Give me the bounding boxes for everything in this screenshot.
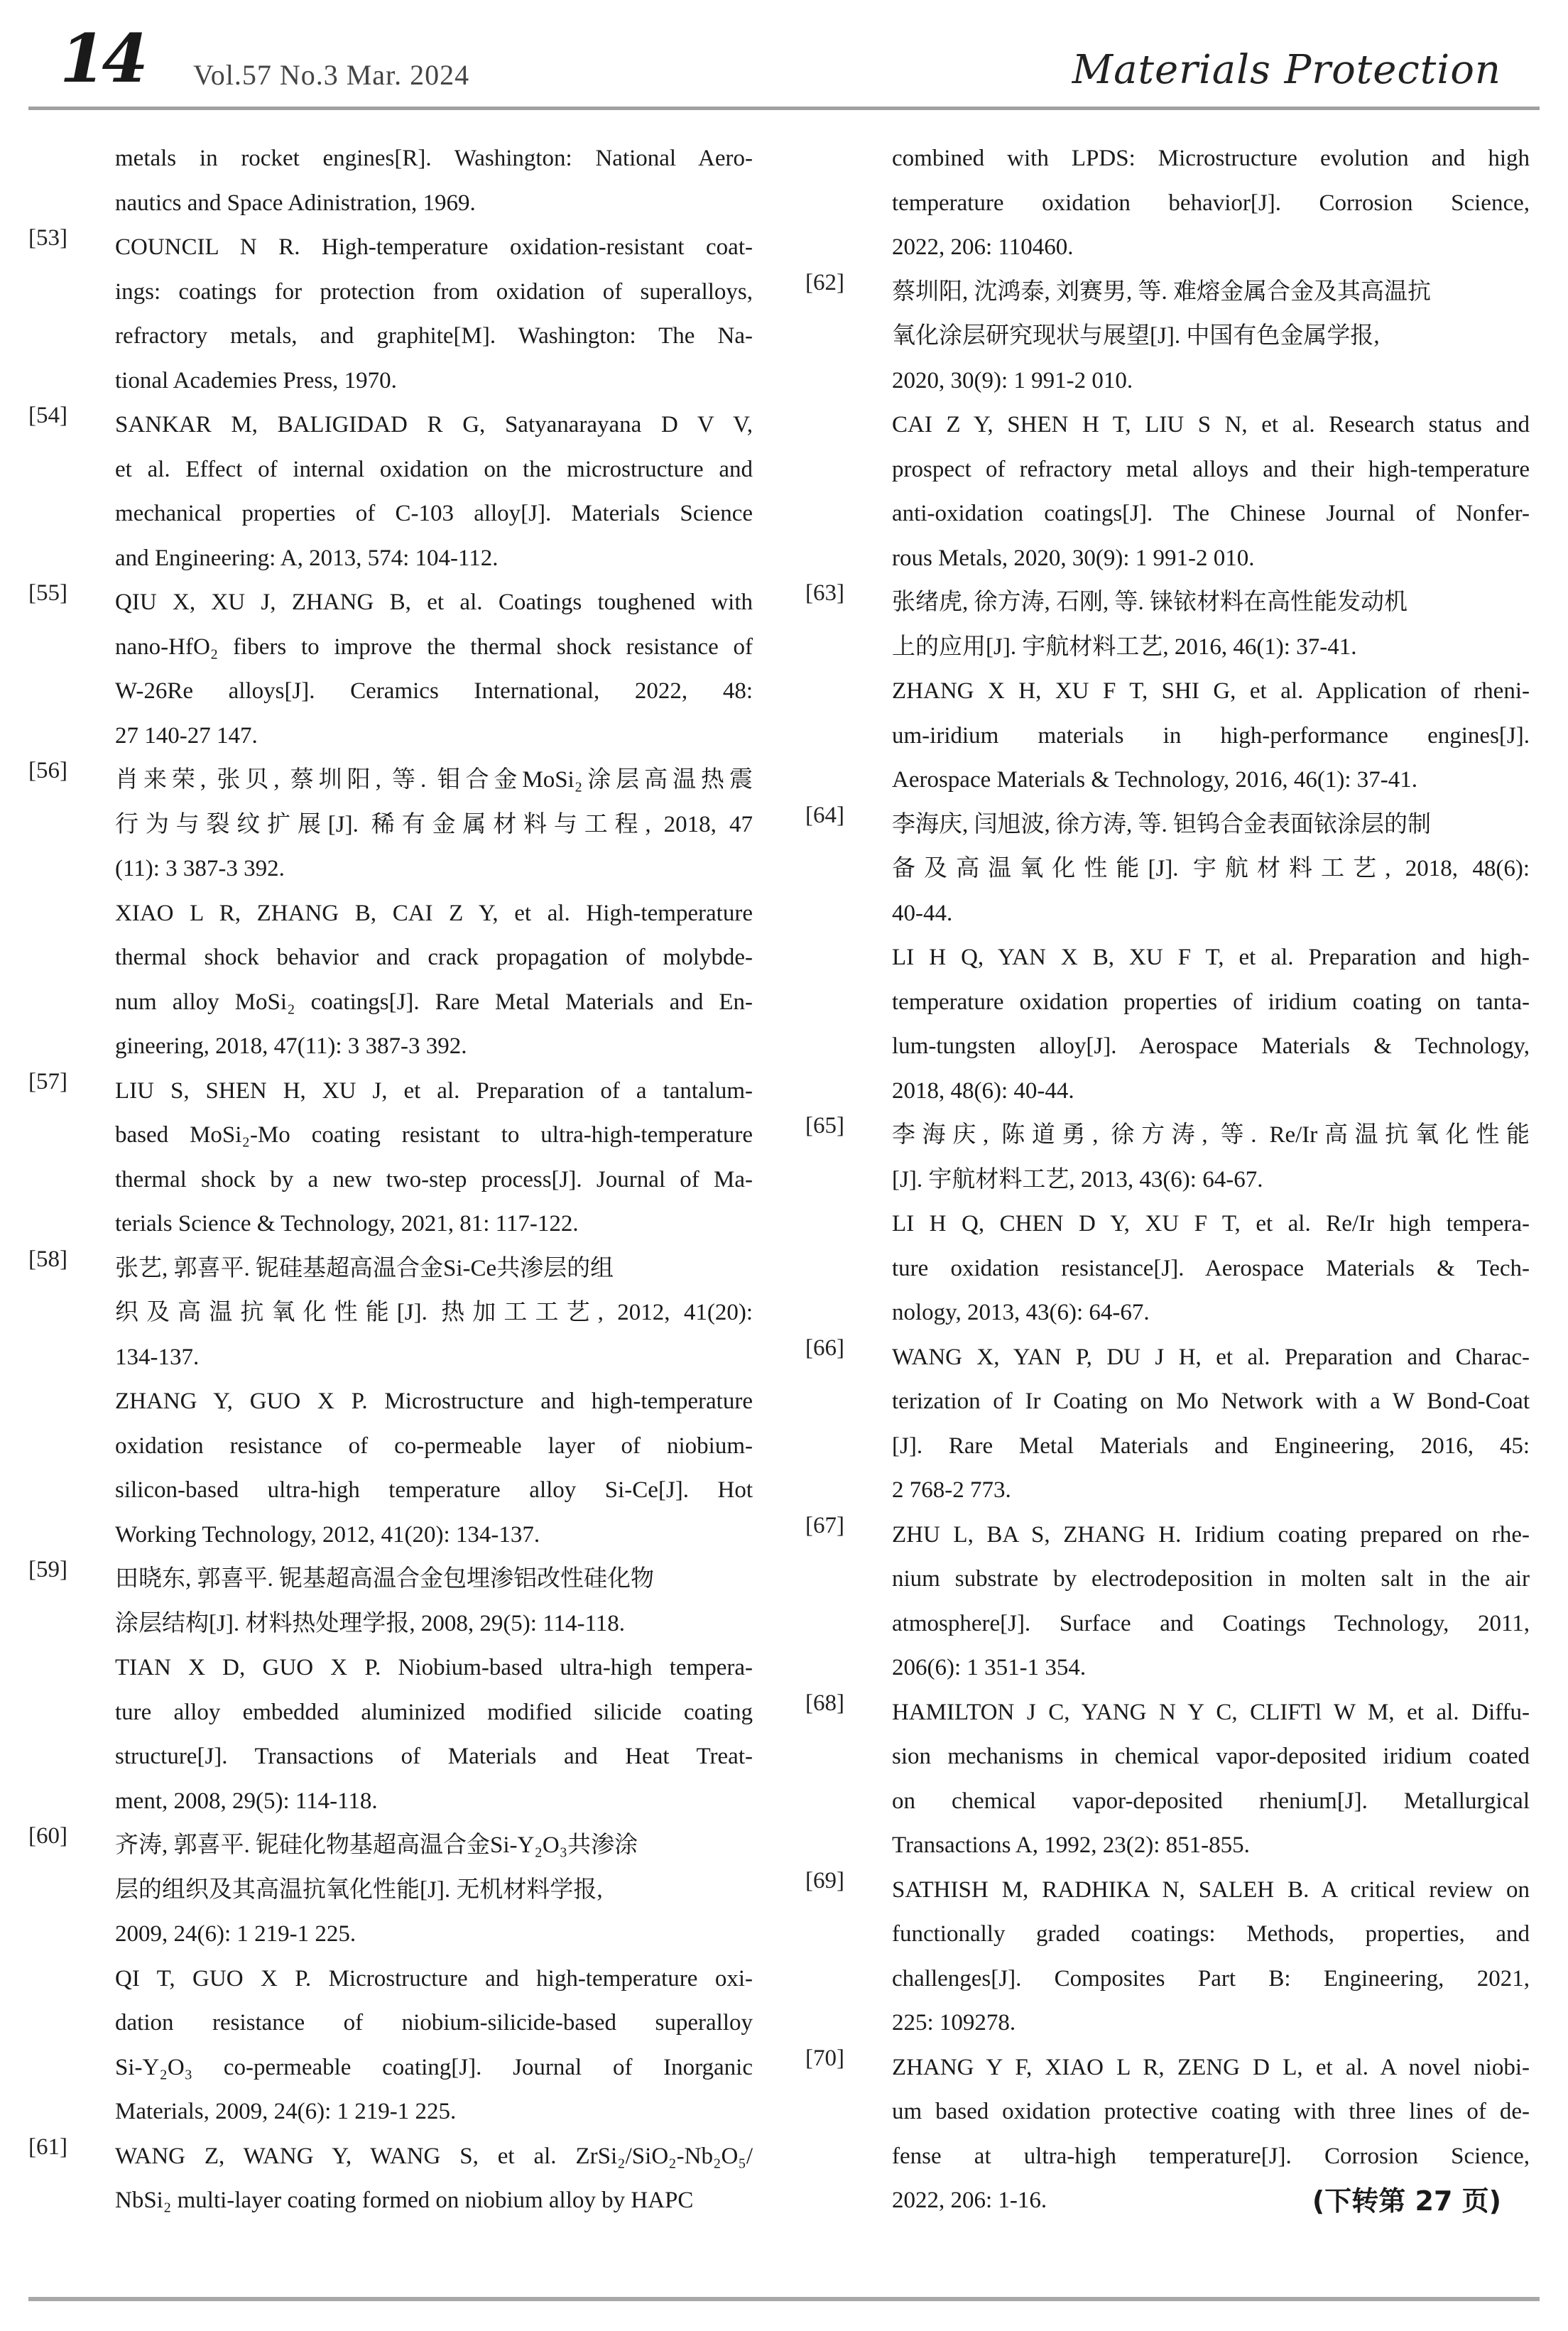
reference-number: [53]	[28, 225, 67, 251]
reference-number: [64]	[805, 802, 844, 828]
reference-line: 40-44.	[892, 900, 953, 926]
reference-line: 行为与裂纹扩展[J]. 稀有金属材料与工程, 2018, 47	[115, 811, 753, 837]
reference-line: fense at ultra-high temperature[J]. Corrosion Science,	[892, 2143, 1530, 2169]
reference-line: temperature oxidation behavior[J]. Corrosion Science,	[892, 190, 1530, 216]
reference-line: anti-oxidation coatings[J]. The Chinese Journal of Nonfer-	[892, 501, 1530, 526]
reference-line: nautics and Space Adinistration, 1969.	[115, 190, 476, 216]
reference-line: silicon-based ultra-high temperature alloy Si-Ce[J]. Hot	[115, 1477, 753, 1503]
reference-line: LI H Q, YAN X B, XU F T, et al. Preparation and high-	[892, 945, 1530, 970]
reference-line: prospect of refractory metal alloys and their high-temperature	[892, 456, 1530, 482]
reference-entry	[28, 758, 753, 1069]
reference-line: 2018, 48(6): 40-44.	[892, 1077, 1074, 1104]
reference-line: rous Metals, 2020, 30(9): 1 991-2 010.	[892, 545, 1255, 571]
reference-line: 2 768-2 773.	[892, 1477, 1011, 1503]
reference-line: 织及高温抗氧化性能[J]. 热加工工艺, 2012, 41(20):	[115, 1300, 753, 1325]
reference-number: [57]	[28, 1068, 67, 1094]
reference-entry	[28, 1246, 753, 1558]
reference-line: Si-Y₂O₃ co-permeable coating[J]. Journal of Inorganic	[115, 2054, 753, 2080]
reference-line: mechanical properties of C-103 alloy[J]. Materials Science	[115, 501, 753, 526]
reference-entry	[805, 580, 1530, 803]
reference-line: ment, 2008, 29(5): 114-118.	[115, 1788, 378, 1814]
reference-line: 2009, 24(6): 1 219-1 225.	[115, 1921, 356, 1947]
footer-rule	[28, 2297, 1540, 2301]
reference-line: functionally graded coatings: Methods, properties, and	[892, 1921, 1530, 1947]
reference-line: 张绪虎, 徐方涛, 石刚, 等. 铼铱材料在高性能发动机	[892, 589, 1408, 615]
reference-entry	[805, 1113, 1530, 1335]
reference-number: [54]	[28, 403, 67, 428]
reference-line: ings: coatings for protection from oxidation of superalloys,	[115, 278, 753, 305]
continuation-note: (下转第 27 页)	[1312, 2185, 1501, 2217]
reference-line: [J]. Rare Metal Materials and Engineering, 2016, 45:	[892, 1433, 1530, 1459]
header-rule	[28, 107, 1540, 110]
reference-line: 张艺, 郭喜平. 铌硅基超高温合金Si-Ce共渗层的组	[115, 1255, 614, 1281]
reference-number: [56]	[28, 758, 67, 783]
reference-line: ZHANG Y, GUO X P. Microstructure and high-temperature	[115, 1389, 753, 1414]
reference-line: thermal shock by a new two-step process[J]. Journal of Ma-	[115, 1166, 753, 1192]
page-number: 14	[60, 20, 144, 98]
reference-entry	[28, 580, 753, 758]
reference-entry	[28, 403, 753, 580]
reference-entry	[805, 1868, 1530, 2045]
reference-line: 上的应用[J]. 宇航材料工艺, 2016, 46(1): 37-41.	[892, 634, 1357, 660]
volume-info: Vol.57 No.3 Mar. 2024	[193, 59, 470, 91]
reference-line: structure[J]. Transactions of Materials and Heat Treat-	[115, 1744, 753, 1769]
reference-line: terization of Ir Coating on Mo Network with a W Bond-Coat	[892, 1389, 1530, 1414]
reference-line: metals in rocket engines[R]. Washington: National Aero-	[115, 146, 753, 171]
reference-line: 氧化涂层研究现状与展望[J]. 中国有色金属学报,	[892, 323, 1380, 349]
reference-line: et al. Effect of internal oxidation on the microstructure and	[115, 456, 753, 482]
reference-line: nology, 2013, 43(6): 64-67.	[892, 1300, 1150, 1325]
reference-line: atmosphere[J]. Surface and Coatings Technology, 2011,	[892, 1610, 1530, 1636]
reference-line: 肖来荣, 张贝, 蔡圳阳, 等. 钼合金MoSi₂涂层高温热震	[115, 767, 753, 793]
reference-line: Working Technology, 2012, 41(20): 134-137.	[115, 1521, 540, 1548]
reference-line: um-iridium materials in high-performance engines[J].	[892, 722, 1530, 749]
reference-line: W-26Re alloys[J]. Ceramics International, 2022, 48:	[115, 678, 753, 704]
reference-line: ture alloy embedded aluminized modified silicide coating	[115, 1699, 753, 1725]
reference-line: sion mechanisms in chemical vapor-deposited iridium coated	[892, 1744, 1530, 1769]
journal-name: Materials Protection	[1072, 47, 1501, 93]
reference-line: um based oxidation protective coating with three lines of de-	[892, 2099, 1530, 2124]
reference-number: [58]	[28, 1246, 67, 1272]
reference-line: combined with LPDS: Microstructure evolution and high	[892, 146, 1530, 171]
reference-line: WANG X, YAN P, DU J H, et al. Preparation and Charac-	[892, 1344, 1530, 1370]
reference-line: challenges[J]. Composites Part B: Engineering, 2021,	[892, 1965, 1530, 1992]
reference-entry	[28, 2134, 753, 2223]
right-reference-column	[805, 136, 1530, 2223]
reference-number: [65]	[805, 1113, 844, 1139]
reference-line: ZHANG X H, XU F T, SHI G, et al. Application of rheni-	[892, 678, 1530, 704]
reference-number: [61]	[28, 2134, 67, 2160]
reference-line: lum-tungsten alloy[J]. Aerospace Materials & Technology,	[892, 1033, 1530, 1059]
reference-line: ZHANG Y F, XIAO L R, ZENG D L, et al. A novel niobi-	[892, 2054, 1530, 2080]
reference-line: SATHISH M, RADHIKA N, SALEH B. A critical review on	[892, 1876, 1530, 1903]
reference-number: [66]	[805, 1335, 844, 1361]
reference-entry	[805, 270, 1530, 581]
reference-line: tional Academies Press, 1970.	[115, 367, 397, 393]
reference-line: dation resistance of niobium-silicide-based superalloy	[115, 2010, 753, 2036]
reference-line: nium substrate by electrodeposition in molten salt in the air	[892, 1566, 1530, 1592]
reference-line: NbSi₂ multi-layer coating formed on niobium alloy by HAPC	[115, 2188, 694, 2213]
reference-number: [63]	[805, 580, 844, 606]
reference-line: 李海庆, 陈道勇, 徐方涛, 等. Re/Ir高温抗氧化性能	[892, 1122, 1530, 1148]
reference-line: WANG Z, WANG Y, WANG S, et al. ZrSi₂/SiO₂-Nb₂O₅/	[115, 2143, 753, 2169]
reference-line: XIAO L R, ZHANG B, CAI Z Y, et al. High-temperature	[115, 900, 753, 926]
reference-line: gineering, 2018, 47(11): 3 387-3 392.	[115, 1033, 467, 1059]
reference-line: LI H Q, CHEN D Y, XU F T, et al. Re/Ir high tempera-	[892, 1211, 1530, 1237]
reference-entry	[805, 803, 1530, 1114]
reference-line: 2022, 206: 110460.	[892, 234, 1074, 260]
reference-line: Aerospace Materials & Technology, 2016, 46(1): 37-41.	[892, 767, 1418, 793]
reference-line: 涂层结构[J]. 材料热处理学报, 2008, 29(5): 114-118.	[115, 1610, 626, 1636]
reference-entry	[28, 136, 753, 225]
reference-line: based MoSi₂-Mo coating resistant to ultra-high-temperature	[115, 1122, 753, 1148]
reference-entry	[28, 225, 753, 403]
reference-line: ture oxidation resistance[J]. Aerospace Materials & Tech-	[892, 1255, 1530, 1281]
reference-line: QIU X, XU J, ZHANG B, et al. Coatings toughened with	[115, 589, 753, 615]
reference-number: [55]	[28, 580, 67, 606]
reference-entry	[28, 1069, 753, 1246]
reference-entry	[28, 1823, 753, 2134]
reference-line: 2022, 206: 1-16.	[892, 2188, 1047, 2213]
reference-line: 2020, 30(9): 1 991-2 010.	[892, 367, 1133, 393]
reference-line: HAMILTON J C, YANG N Y C, CLIFTl W M, et al. Diffu-	[892, 1699, 1530, 1725]
reference-line: 李海庆, 闫旭波, 徐方涛, 等. 钽钨合金表面铱涂层的制	[892, 811, 1431, 837]
reference-line: 206(6): 1 351-1 354.	[892, 1655, 1087, 1680]
reference-entry	[28, 1557, 753, 1823]
reference-line: 225: 109278.	[892, 2010, 1016, 2036]
reference-line: on chemical vapor-deposited rhenium[J]. Metallurgical	[892, 1788, 1530, 1814]
reference-line: [J]. 宇航材料工艺, 2013, 43(6): 64-67.	[892, 1166, 1263, 1192]
reference-line: refractory metals, and graphite[M]. Washington: The Na-	[115, 323, 753, 349]
reference-line: terials Science & Technology, 2021, 81: 117-122.	[115, 1211, 579, 1237]
reference-line: TIAN X D, GUO X P. Niobium-based ultra-high tempera-	[115, 1655, 753, 1680]
reference-line: temperature oxidation properties of iridium coating on tanta-	[892, 989, 1530, 1015]
reference-number: [69]	[805, 1867, 844, 1893]
reference-line: 蔡圳阳, 沈鸿泰, 刘赛男, 等. 难熔金属合金及其高温抗	[892, 278, 1431, 305]
reference-line: Transactions A, 1992, 23(2): 851-855.	[892, 1832, 1250, 1858]
reference-number: [68]	[805, 1690, 844, 1716]
reference-line: 田晓东, 郭喜平. 铌基超高温合金包埋渗铝改性硅化物	[115, 1566, 654, 1592]
reference-line: num alloy MoSi₂ coatings[J]. Rare Metal Materials and En-	[115, 989, 753, 1015]
reference-number: [67]	[805, 1512, 844, 1538]
reference-line: LIU S, SHEN H, XU J, et al. Preparation of a tantalum-	[115, 1077, 753, 1104]
reference-entry	[805, 1513, 1530, 1690]
reference-line: 备及高温氧化性能[J]. 宇航材料工艺, 2018, 48(6):	[892, 856, 1530, 881]
reference-entry	[805, 136, 1530, 270]
reference-line: thermal shock behavior and crack propagation of molybde-	[115, 945, 753, 970]
reference-line: 层的组织及其高温抗氧化性能[J]. 无机材料学报,	[115, 1876, 603, 1903]
reference-line: CAI Z Y, SHEN H T, LIU S N, et al. Research status and	[892, 412, 1530, 438]
reference-entry	[805, 1335, 1530, 1513]
reference-number: [70]	[805, 2045, 844, 2071]
reference-line: (11): 3 387-3 392.	[115, 856, 285, 881]
reference-line: 134-137.	[115, 1344, 200, 1370]
reference-line: COUNCIL N R. High-temperature oxidation-resistant coat-	[115, 234, 753, 260]
reference-line: oxidation resistance of co-permeable layer of niobium-	[115, 1433, 753, 1459]
reference-number: [60]	[28, 1823, 67, 1849]
reference-line: nano-HfO₂ fibers to improve the thermal shock resistance of	[115, 634, 753, 660]
reference-line: SANKAR M, BALIGIDAD R G, Satyanarayana D V V,	[115, 412, 753, 438]
reference-line: 齐涛, 郭喜平. 铌硅化物基超高温合金Si-Y₂O₃共渗涂	[115, 1832, 638, 1858]
reference-line: 27 140-27 147.	[115, 722, 258, 749]
reference-line: Materials, 2009, 24(6): 1 219-1 225.	[115, 2099, 457, 2124]
reference-line: QI T, GUO X P. Microstructure and high-temperature oxi-	[115, 1965, 753, 1992]
reference-number: [59]	[28, 1557, 67, 1582]
reference-line: ZHU L, BA S, ZHANG H. Iridium coating prepared on rhe-	[892, 1521, 1530, 1548]
reference-entry	[805, 1690, 1530, 1868]
reference-number: [62]	[805, 269, 844, 295]
left-reference-column	[28, 136, 753, 2223]
reference-line: and Engineering: A, 2013, 574: 104-112.	[115, 545, 499, 571]
